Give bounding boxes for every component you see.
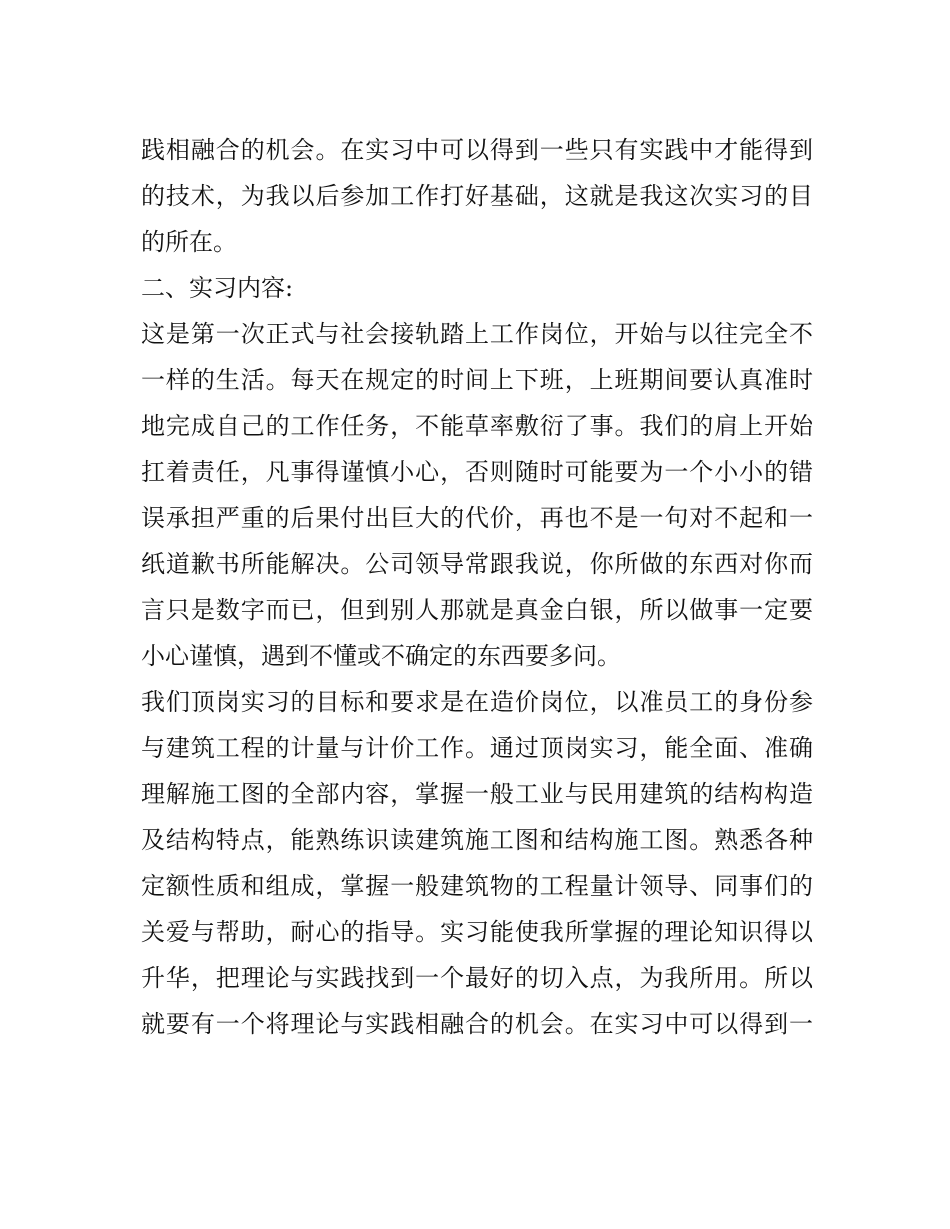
text-line: 就要有一个将理论与实践相融合的机会。在实习中可以得到一 — [141, 1010, 813, 1038]
text-line: 我们顶岗实习的目标和要求是在造价岗位，以准员工的身份参 — [141, 688, 813, 716]
text-line: 言只是数字而已，但到别人那就是真金白银，所以做事一定要 — [141, 596, 813, 624]
text-line: 定额性质和组成，掌握一般建筑物的工程量计领导、同事们的 — [141, 872, 813, 900]
text-line: 这是第一次正式与社会接轨踏上工作岗位，开始与以往完全不 — [141, 320, 813, 348]
text-line: 与建筑工程的计量与计价工作。通过顶岗实习，能全面、准确 — [141, 734, 813, 762]
text-line: 及结构特点，能熟练识读建筑施工图和结构施工图。熟悉各种 — [141, 826, 813, 854]
text-line: 一样的生活。每天在规定的时间上下班，上班期间要认真准时 — [141, 366, 813, 394]
section-heading: 二、实习内容: — [141, 274, 294, 302]
body-text — [141, 127, 813, 1047]
text-line: 升华，把理论与实践找到一个最好的切入点，为我所用。所以 — [141, 964, 813, 992]
text-line: 小心谨慎，遇到不懂或不确定的东西要多问。 — [141, 642, 621, 670]
text-line: 践相融合的机会。在实习中可以得到一些只有实践中才能得到 — [141, 136, 813, 164]
text-line: 扛着责任，凡事得谨慎小心，否则随时可能要为一个小小的错 — [141, 458, 813, 486]
text-line: 的技术，为我以后参加工作打好基础，这就是我这次实习的目 — [141, 182, 813, 210]
text-line: 关爱与帮助，耐心的指导。实习能使我所掌握的理论知识得以 — [141, 918, 813, 946]
text-line: 理解施工图的全部内容，掌握一般工业与民用建筑的结构构造 — [141, 780, 813, 808]
text-line: 误承担严重的后果付出巨大的代价，再也不是一句对不起和一 — [141, 504, 813, 532]
text-line: 纸道歉书所能解决。公司领导常跟我说，你所做的东西对你而 — [141, 550, 813, 578]
text-line: 地完成自己的工作任务，不能草率敷衍了事。我们的肩上开始 — [141, 412, 813, 440]
text-line: 的所在。 — [141, 228, 237, 256]
